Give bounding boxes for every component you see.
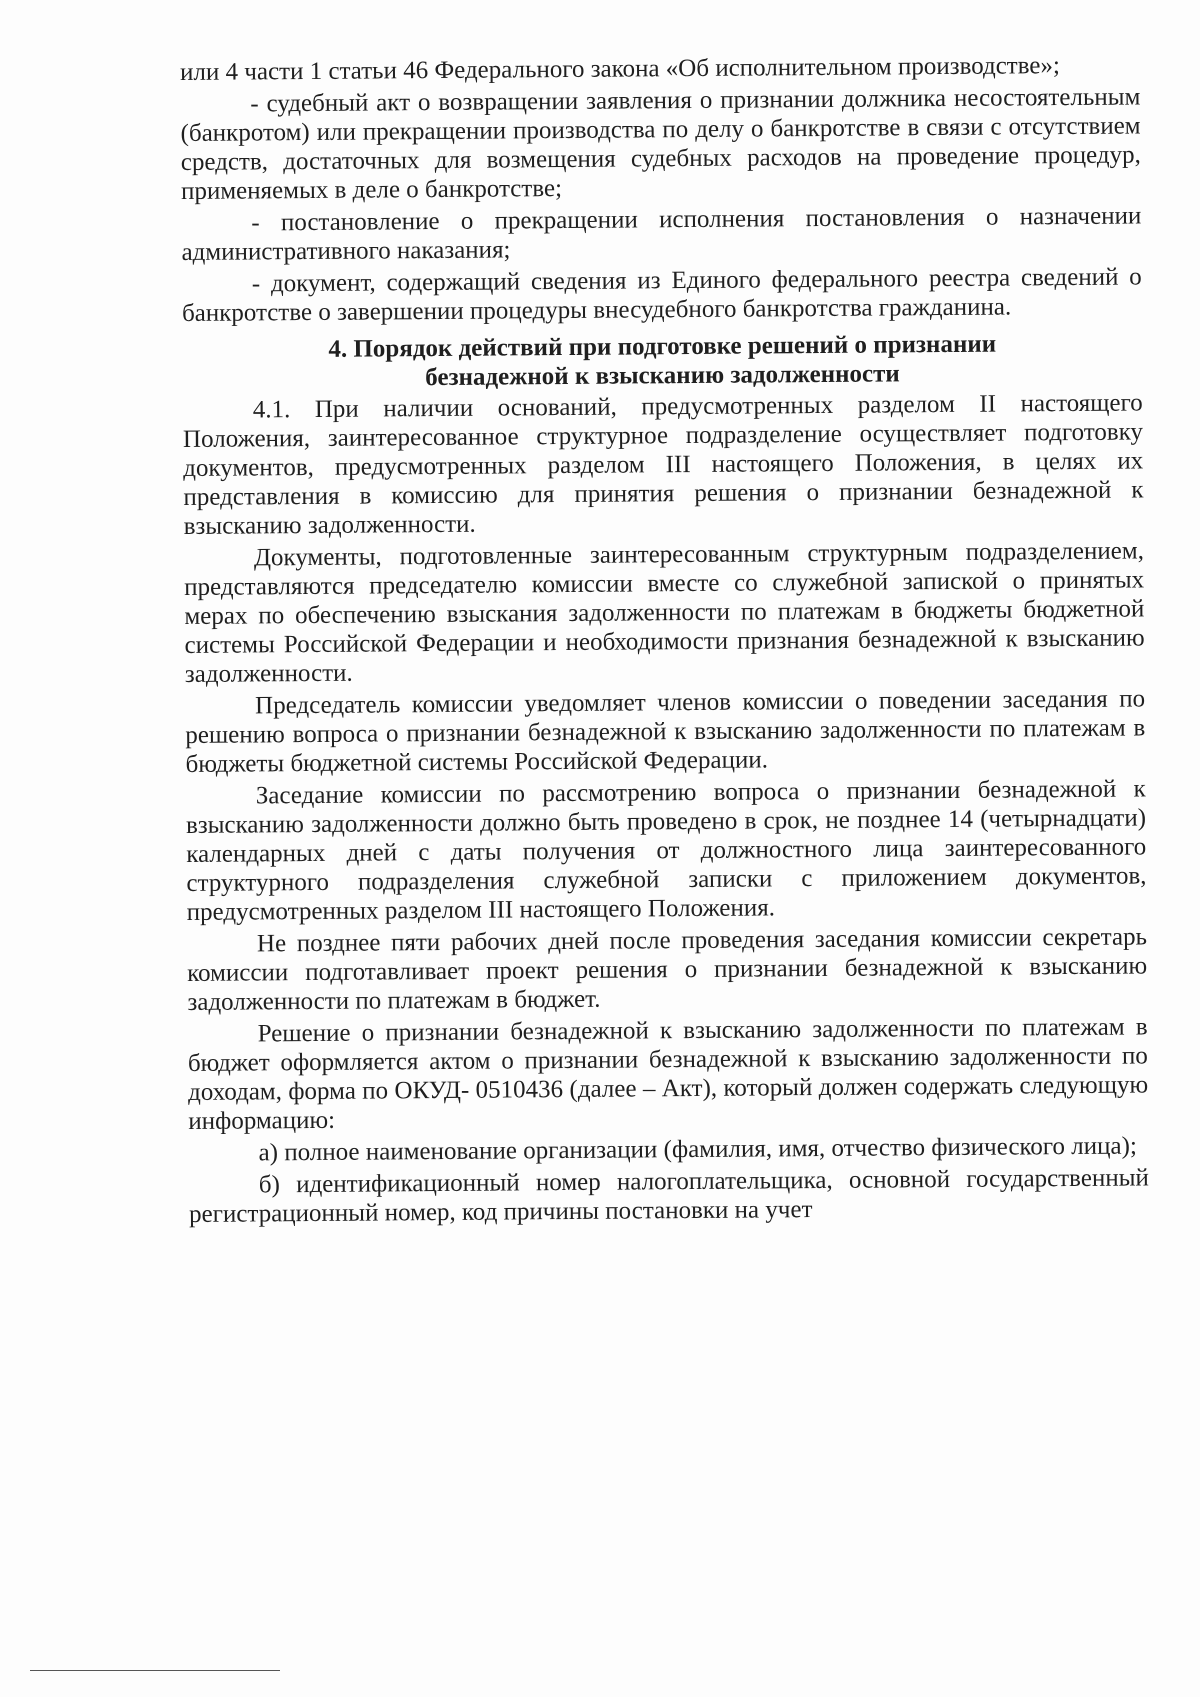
paragraph-meeting-term: Заседание комиссии по рассмотрению вопроса о признании безнадежной к взысканию задолженности должно быть проведено в срок, не позднее 14 (четырнадцати) календарных дней с даты получения от должностного лица заинтересованного структурного подразделения служебной записки с приложением документов, предусмотренных разделом III настоящего Положения. [185, 775, 1147, 926]
paragraph-continuation: или 4 части 1 статьи 46 Федерального закона «Об исполнительном производстве»; [180, 52, 1060, 86]
list-item-b: б) идентификационный номер налогоплательщика, основной государственный регистрационный номер, код причины постановки на учет [188, 1164, 1149, 1228]
paragraph-act-decision: Решение о признании безнадежной к взысканию задолженности по платежам в бюджет оформляется актом о признании безнадежной к взысканию задолженности по доходам, форма по ОКУД- 0510436 (далее – Акт), который должен содержать следующую информацию: [187, 1013, 1149, 1135]
paragraph-4-1: 4.1. При наличии оснований, предусмотренных разделом II настоящего Положения, заинтересованное структурное подразделение осуществляет подготовку документов, предусмотренных разделом III настоящего Положения, в целях их представления в комиссию для принятия решения о признании безнадежной к взысканию задолженности. [182, 389, 1144, 540]
section-heading-line-1: 4. Порядок действий при подготовке решений о признании [328, 330, 997, 363]
paragraph-documents: Документы, подготовленные заинтересованным структурным подразделением, представляются председателю комиссии вместе со служебной запиской о принятых мерах по обеспечению взыскания задолженности по платежам в бюджеты бюджетной системы Российской Федерации и необходимости признания безнадежной к взысканию задолженности. [184, 537, 1145, 688]
list-item-termination-resolution: - постановление о прекращении исполнения постановления о назначении административного наказания; [181, 202, 1142, 266]
list-item-bankruptcy-registry: - документ, содержащий сведения из Единого федерального реестра сведений о банкротстве о завершении процедуры внесудебного банкротства гражданина. [181, 263, 1142, 327]
document-body [180, 50, 1149, 1232]
footnote-separator [30, 1670, 280, 1671]
list-item-a: а) полное наименование организации (фамилия, имя, отчество физического лица); [258, 1132, 1137, 1167]
list-item-court-act: - судебный акт о возвращении заявления о признании должника несостоятельным (банкротом) или прекращении производства по делу о банкротстве в связи с отсутствием средств, достаточных для возмещения судебных расходов на проведение процедур, применяемых в деле о банкротстве; [180, 83, 1141, 205]
section-heading-line-2: безнадежной к взысканию задолженности [425, 360, 900, 392]
paragraph-chairman-notice: Председатель комиссии уведомляет членов комиссии о поведении заседания по решению вопроса о признании безнадежной к взысканию задолженности по платежам в бюджеты бюджетной системы Российской Федерации. [185, 685, 1146, 778]
section-heading [182, 328, 1142, 394]
paragraph-secretary-draft: Не позднее пяти рабочих дней после проведения заседания комиссии секретарь комиссии подготавливает проект решения о признании безнадежной к взысканию задолженности по платежам в бюджет. [187, 923, 1148, 1016]
